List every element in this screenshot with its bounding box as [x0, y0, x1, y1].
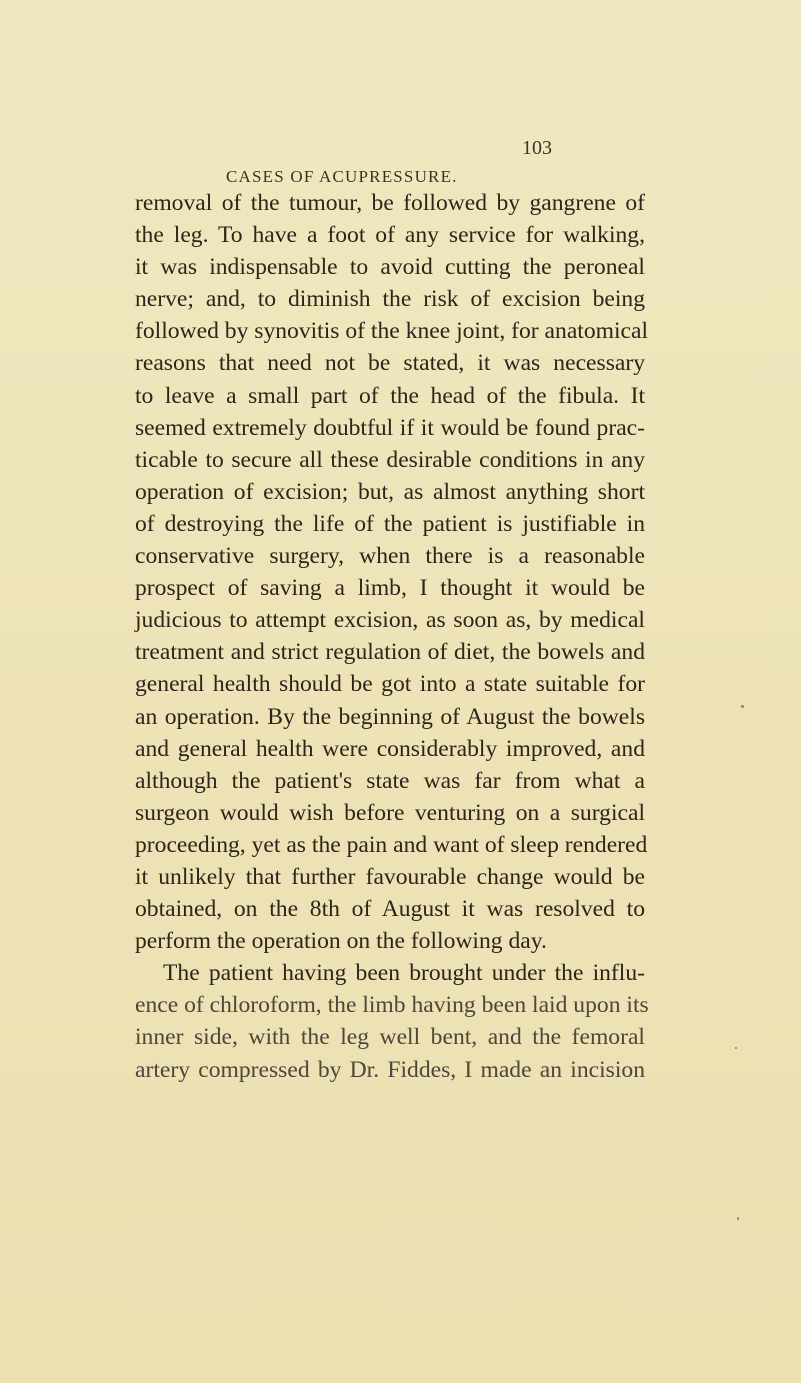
page-number: 103 — [522, 137, 552, 159]
text-line: conservative surgery, when there is a reasonable — [135, 543, 645, 570]
paper-speck — [737, 1217, 739, 1220]
text-line: ence of chloroform, the limb having been laid upon its — [135, 992, 649, 1019]
text-line: it unlikely that further favourable change would be — [135, 863, 645, 890]
text-line: to leave a small part of the head of the fibula. It — [135, 382, 645, 409]
text-line: seemed extremely doubtful if it would be found prac- — [135, 414, 645, 441]
text-line: although the patient's state was far from what a — [135, 767, 645, 794]
paragraph-1 — [135, 187, 649, 957]
paper-speck — [741, 705, 744, 708]
text-line: reasons that need not be stated, it was necessary — [135, 350, 645, 377]
text-line: artery compressed by Dr. Fiddes, I made an incision — [135, 1056, 645, 1083]
text-line: perform the operation on the following day. — [135, 928, 547, 955]
text-line: prospect of saving a limb, I thought it would be — [135, 575, 645, 602]
text-line: of destroying the life of the patient is justifiable in — [135, 510, 645, 537]
text-line: ticable to secure all these desirable conditions in any — [135, 446, 645, 473]
running-header — [0, 137, 801, 186]
text-line: an operation. By the beginning of August the bowels — [135, 703, 645, 730]
paragraph-2 — [135, 957, 649, 1085]
text-line: proceeding, yet as the pain and want of sleep rendered — [135, 831, 648, 858]
text-line: surgeon would wish before venturing on a surgical — [135, 799, 645, 826]
text-line: nerve; and, to diminish the risk of excision being — [135, 286, 645, 313]
text-line: followed by synovitis of the knee joint, for anatomical — [135, 318, 649, 345]
text-line: it was indispensable to avoid cutting the peroneal — [135, 254, 645, 281]
running-title: CASES OF ACUPRESSURE. — [226, 167, 458, 186]
text-line: the leg. To have a foot of any service for walking, — [135, 222, 645, 249]
text-line: treatment and strict regulation of diet, the bowels and — [135, 639, 645, 666]
text-line: inner side, with the leg well bent, and the femoral — [135, 1024, 645, 1051]
text-line: general health should be got into a state suitable for — [135, 671, 645, 698]
body-text — [135, 187, 649, 1086]
text-line: judicious to attempt excision, as soon as, by medical — [135, 607, 645, 634]
text-line: The patient having been brought under the influ- — [163, 960, 645, 987]
text-line: and general health were considerably improved, and — [135, 735, 645, 762]
text-line: removal of the tumour, be followed by gangrene of — [135, 190, 645, 216]
paper-speck — [735, 1047, 737, 1049]
text-line: operation of excision; but, as almost anything short — [135, 478, 645, 505]
text-line: obtained, on the 8th of August it was resolved to — [135, 896, 645, 923]
